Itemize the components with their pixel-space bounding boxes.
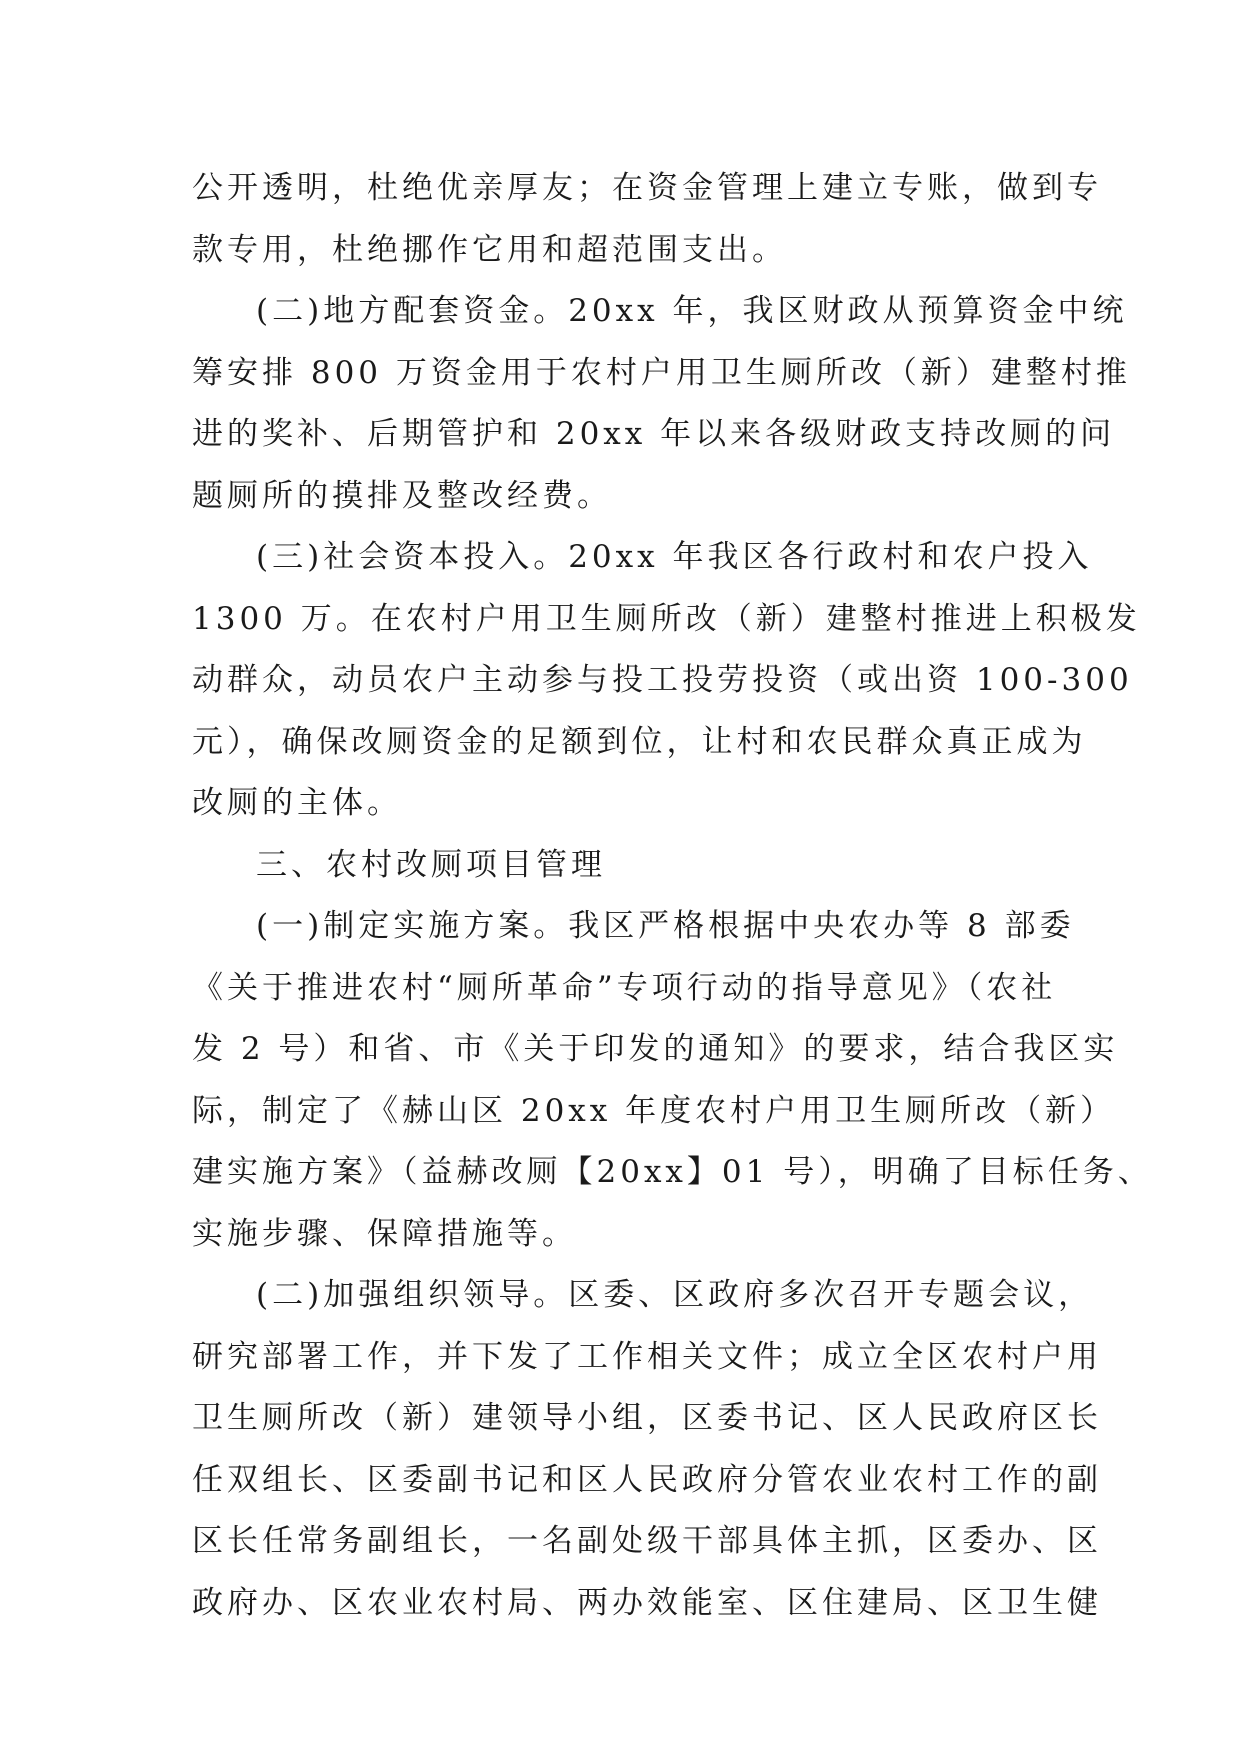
- paragraph-line: (一)制定实施方案。我区严格根据中央农办等 8 部委: [256, 908, 1075, 944]
- paragraph-line: 发 2 号）和省、市《关于印发的通知》的要求，结合我区实: [192, 1031, 1119, 1067]
- paragraph-line: 题厕所的摸排及整改经费。: [192, 477, 612, 514]
- paragraph-line: 卫生厕所改（新）建领导小组，区委书记、区人民政府区长: [192, 1400, 1102, 1436]
- paragraph-line: 进的奖补、后期管护和 20xx 年以来各级财政支持改厕的问: [192, 416, 1116, 452]
- paragraph-line: 《关于推进农村“厕所革命”专项行动的指导意见》（农社: [192, 969, 1057, 1006]
- paragraph-line: 实施步骤、保障措施等。: [192, 1215, 577, 1252]
- paragraph-line: 款专用，杜绝挪作它用和超范围支出。: [192, 231, 787, 268]
- paragraph-line: 筹安排 800 万资金用于农村户用卫生厕所改（新）建整村推: [192, 354, 1131, 391]
- paragraph-line: 区长任常务副组长，一名副处级干部具体主抓，区委办、区: [192, 1523, 1102, 1559]
- paragraph-line: 公开透明，杜绝优亲厚友；在资金管理上建立专账，做到专: [192, 170, 1102, 206]
- document-body: [192, 158, 1153, 1634]
- paragraph-line: 政府办、区农业农村局、两办效能室、区住建局、区卫生健: [192, 1584, 1102, 1621]
- section-heading: 三、农村改厕项目管理: [256, 846, 606, 883]
- paragraph-line: (三)社会资本投入。20xx 年我区各行政村和农户投入: [256, 539, 1093, 575]
- paragraph-line: 建实施方案》（益赫改厕【20xx】01 号），明确了目标任务、: [192, 1154, 1153, 1190]
- paragraph-line: 1300 万。在农村户用卫生厕所改（新）建整村推进上积极发: [192, 600, 1141, 637]
- paragraph-line: 际，制定了《赫山区 20xx 年度农村户用卫生厕所改（新）: [192, 1092, 1116, 1129]
- paragraph-line: 改厕的主体。: [192, 785, 402, 821]
- paragraph-line: (二)加强组织领导。区委、区政府多次召开专题会议，: [256, 1277, 1094, 1313]
- paragraph-line: 动群众，动员农户主动参与投工投劳投资（或出资 100-300: [192, 662, 1133, 698]
- paragraph-line: 任双组长、区委副书记和区人民政府分管农业农村工作的副: [192, 1461, 1102, 1498]
- paragraph-line: 元），确保改厕资金的足额到位，让村和农民群众真正成为: [192, 723, 1087, 760]
- paragraph-line: (二)地方配套资金。20xx 年，我区财政从预算资金中统: [256, 293, 1128, 329]
- paragraph-line: 研究部署工作，并下发了工作相关文件；成立全区农村户用: [192, 1338, 1102, 1375]
